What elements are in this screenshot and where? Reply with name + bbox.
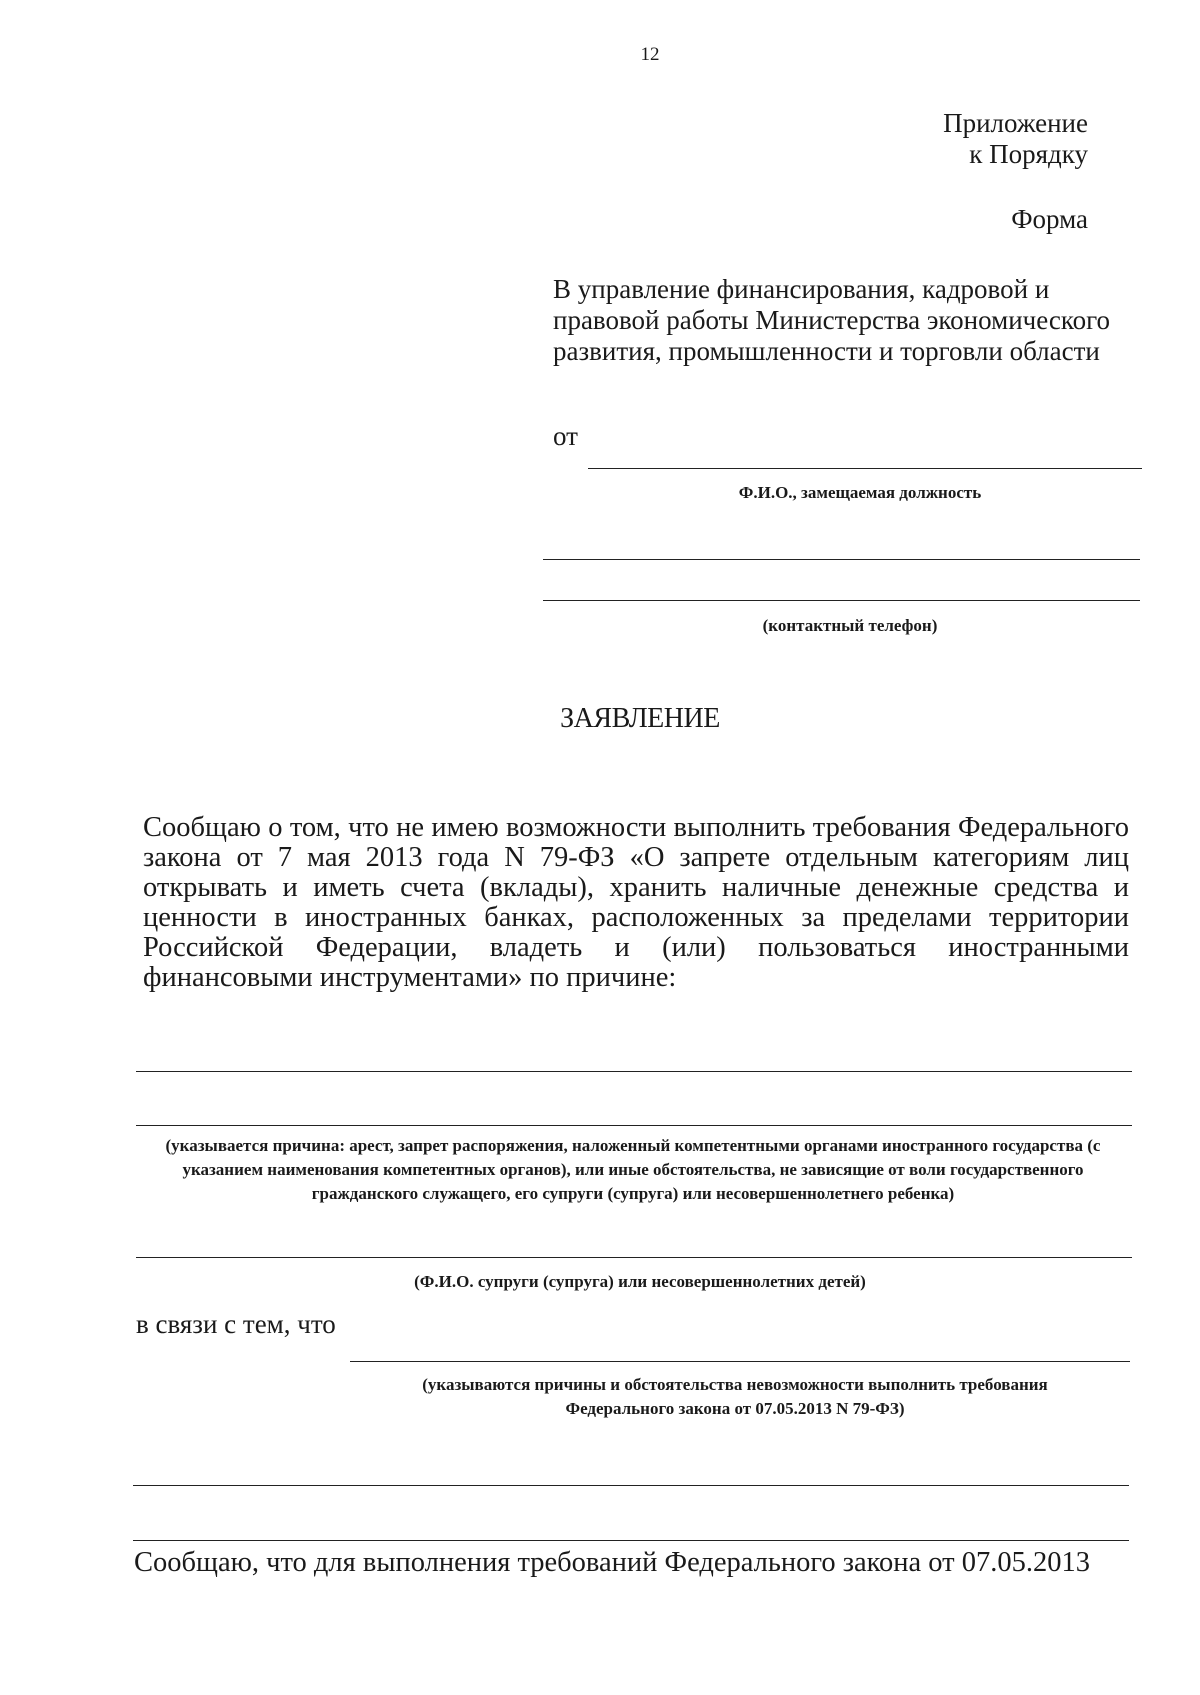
in-connection-label: в связи с тем, что: [136, 1309, 336, 1339]
applicant-name-line[interactable]: [588, 468, 1142, 469]
circumstances-line-2[interactable]: [133, 1485, 1129, 1486]
appendix-line-1: Приложение: [943, 108, 1088, 138]
spouse-children-caption: (Ф.И.О. супруги (супруга) или несовершеннолетних детей): [414, 1272, 866, 1291]
reason-caption: (указывается причина: арест, запрет распоряжения, наложенный компетентными органами иностранного государства (с указанием наименования компетентных органов), или иные обстоятельства, не зависящие от воли государственного гражданского служащего, его супруги (супруга) или несовершеннолетнего ребенка): [165, 1136, 1101, 1203]
fio-position-caption: Ф.И.О., замещаемая должность: [738, 483, 982, 502]
appendix-line-2: к Порядку: [969, 139, 1088, 169]
final-sentence: Сообщаю, что для выполнения требований Федерального закона от 07.05.2013: [134, 1547, 1091, 1578]
appendix-reference: [943, 108, 1088, 170]
statement-paragraph: Сообщаю о том, что не имею возможности выполнить требования Федерального закона от 7 мая 2013 года N 79-ФЗ «О запрете отдельным категориям лиц открывать и иметь счета (вклады), хранить наличные денежные средства и ценности в иностранных банках, расположенных за пределами территории Российской Федерации, владеть и (или) пользоваться иностранными финансовыми инструментами» по причине:: [143, 812, 1129, 993]
page-number: 12: [640, 44, 660, 65]
contact-phone-caption: (контактный телефон): [762, 616, 938, 635]
position-line[interactable]: [543, 559, 1140, 560]
circumstances-line-3[interactable]: [133, 1540, 1129, 1541]
spouse-children-line[interactable]: [136, 1257, 1132, 1258]
reason-line-2[interactable]: [136, 1125, 1132, 1126]
from-label: от: [553, 421, 578, 451]
circumstances-line-1[interactable]: [350, 1361, 1130, 1362]
document-title: ЗАЯВЛЕНИЕ: [560, 703, 720, 734]
form-label: Форма: [1011, 204, 1088, 234]
reason-line-1[interactable]: [136, 1071, 1132, 1072]
contact-phone-line[interactable]: [543, 600, 1140, 601]
addressee-block: В управление финансирования, кадровой и правовой работы Министерства экономического развития, промышленности и торговли области: [553, 274, 1111, 366]
circumstances-caption: (указываются причины и обстоятельства невозможности выполнить требования Федерального закона от 07.05.2013 N 79-ФЗ): [422, 1375, 1048, 1418]
